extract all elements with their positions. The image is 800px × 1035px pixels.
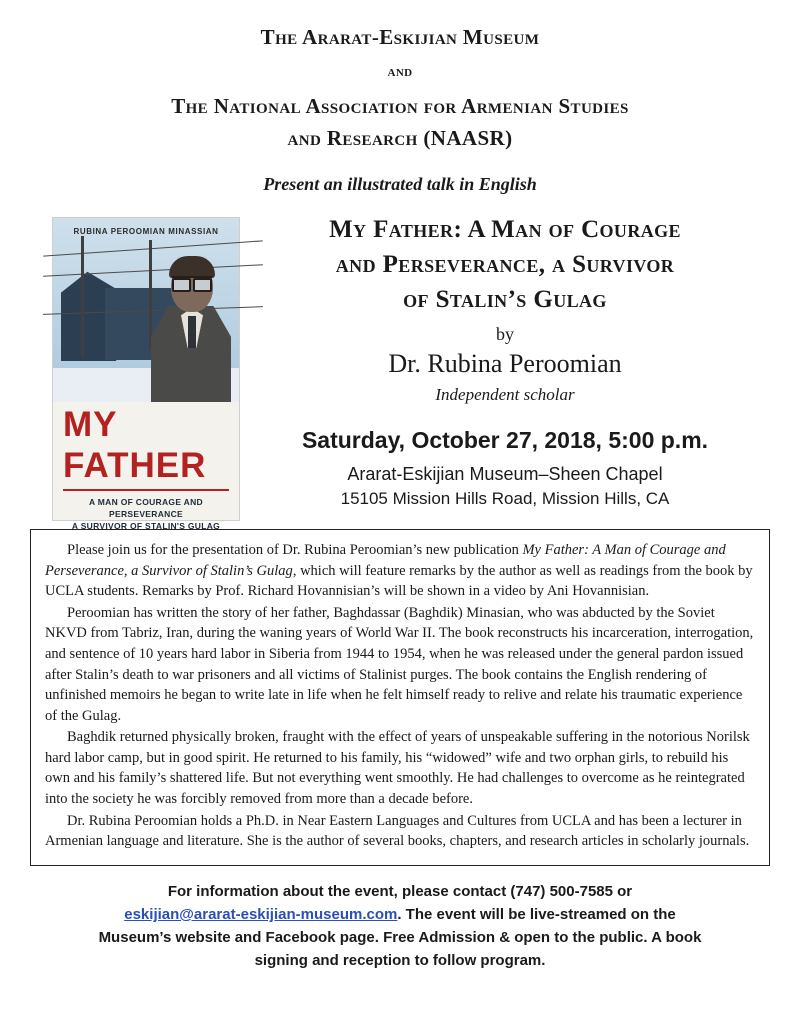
flyer-main-section xyxy=(30,211,770,532)
book-cover-subtitle-line2: A SURVIVOR OF STALIN'S GULAG xyxy=(71,521,221,532)
book-cover-title-line1: MY xyxy=(63,405,118,445)
book-cover-divider xyxy=(63,489,229,491)
book-cover-title-line2: FATHER xyxy=(63,446,207,486)
description-paragraph-1 xyxy=(45,540,755,602)
event-description-box xyxy=(30,529,770,866)
book-cover-column xyxy=(30,211,240,532)
flyer-header xyxy=(30,24,770,195)
book-cover-text-panel xyxy=(53,400,239,532)
portrait-hair xyxy=(169,256,215,278)
speaker-affiliation: Independent scholar xyxy=(435,385,575,405)
author-father-portrait xyxy=(149,254,233,402)
organization-name-secondary-line1: The National Association for Armenian Studies xyxy=(171,94,629,119)
flyer-footer xyxy=(30,880,770,973)
description-paragraph-2: Peroomian has written the story of her father, Baghdassar (Baghdik) Minasian, who was abducted by the Soviet NKVD from Tabriz, Iran, during the waning years of World War II. The book reconstructs his incarceration, interrogation, and sentence of 10 years hard labor in Siberia from 1944 to 1954, when he was released under the general pardon issued after Stalin’s death to war prisoners and all victims of Stalinist purges. The book contains the English rendering of unfinished memoirs he began to write late in life when he felt himself ready to relive and relate his traumatic experience of the Gulag. xyxy=(45,604,754,724)
organization-name-secondary-line2: and Research (NAASR) xyxy=(287,125,513,150)
description-paragraph-4: Dr. Rubina Peroomian holds a Ph.D. in Near Eastern Languages and Cultures from UCLA and has been a lecturer in Armenian language and literature. She is the author of several books, chapters, and research articles in scholarly journals. xyxy=(45,812,750,850)
talk-title-line1: My Father: A Man of Courage xyxy=(329,216,681,244)
organization-name-primary: The Ararat-Eskijian Museum xyxy=(260,25,540,49)
fence-post xyxy=(81,236,84,356)
talk-title-line3: of Stalin’s Gulag xyxy=(403,286,607,314)
description-p1-post: , which will feature remarks by the author as well as readings from the book by UCLA students. Remarks by Prof. Richard Hovannisian’s will be shown in a video by Ani Hovannisian. xyxy=(45,562,753,600)
book-cover-artwork xyxy=(53,218,239,400)
book-cover-subtitle-line1: A MAN OF COURAGE AND PERSEVERANCE xyxy=(89,496,203,519)
event-datetime: Saturday, October 27, 2018, 5:00 p.m. xyxy=(301,427,709,454)
footer-email-line xyxy=(30,903,770,926)
book-cover-image xyxy=(52,217,240,532)
event-address: 15105 Mission Hills Road, Mission Hills, CA xyxy=(340,489,670,509)
book-cover-author-credit: RUBINA PEROOMIAN MINASSIAN xyxy=(73,227,219,237)
contact-email-link[interactable]: eskijian@ararat-eskijian-museum.com xyxy=(124,905,398,923)
footer-admission-line: Museum’s website and Facebook page. Free Admission & open to the public. A book xyxy=(98,929,702,947)
event-venue: Ararat-Eskijian Museum–Sheen Chapel xyxy=(347,464,663,485)
talk-title-line2: and Perseverance, a Survivor xyxy=(335,251,675,279)
event-title-column xyxy=(240,211,770,517)
footer-livestream-text: . The event will be live-streamed on the xyxy=(397,905,676,923)
footer-reception-line: signing and reception to follow program. xyxy=(254,952,546,970)
speaker-name: Dr. Rubina Peroomian xyxy=(388,349,622,379)
presentation-subtitle: Present an illustrated talk in English xyxy=(263,174,537,195)
footer-contact-line: For information about the event, please contact (747) 500-7585 or xyxy=(167,882,633,900)
portrait-tie xyxy=(188,316,196,348)
by-label: by xyxy=(496,324,514,345)
description-p1-pre: Please join us for the presentation of Dr. Rubina Peroomian’s new publication xyxy=(67,542,523,559)
portrait-glasses xyxy=(172,276,212,288)
conjunction-and: and xyxy=(387,63,413,81)
description-paragraph-3: Baghdik returned physically broken, fraught with the effect of years of unspeakable suffering in the notorious Norilsk hard labor camp, but in good spirit. He returned to his family, his “widowed” wife and two orphan girls, to rebuild his own and his family’s shattered life. But not everything went smoothly. He had challenges to overcome as he reintegrated into the society he was forcibly removed from more than a decade before. xyxy=(45,729,750,807)
book-title-italic: My Father: A Man of Courage and Perseverance, a Survivor of Stalin’s Gulag xyxy=(45,542,726,579)
